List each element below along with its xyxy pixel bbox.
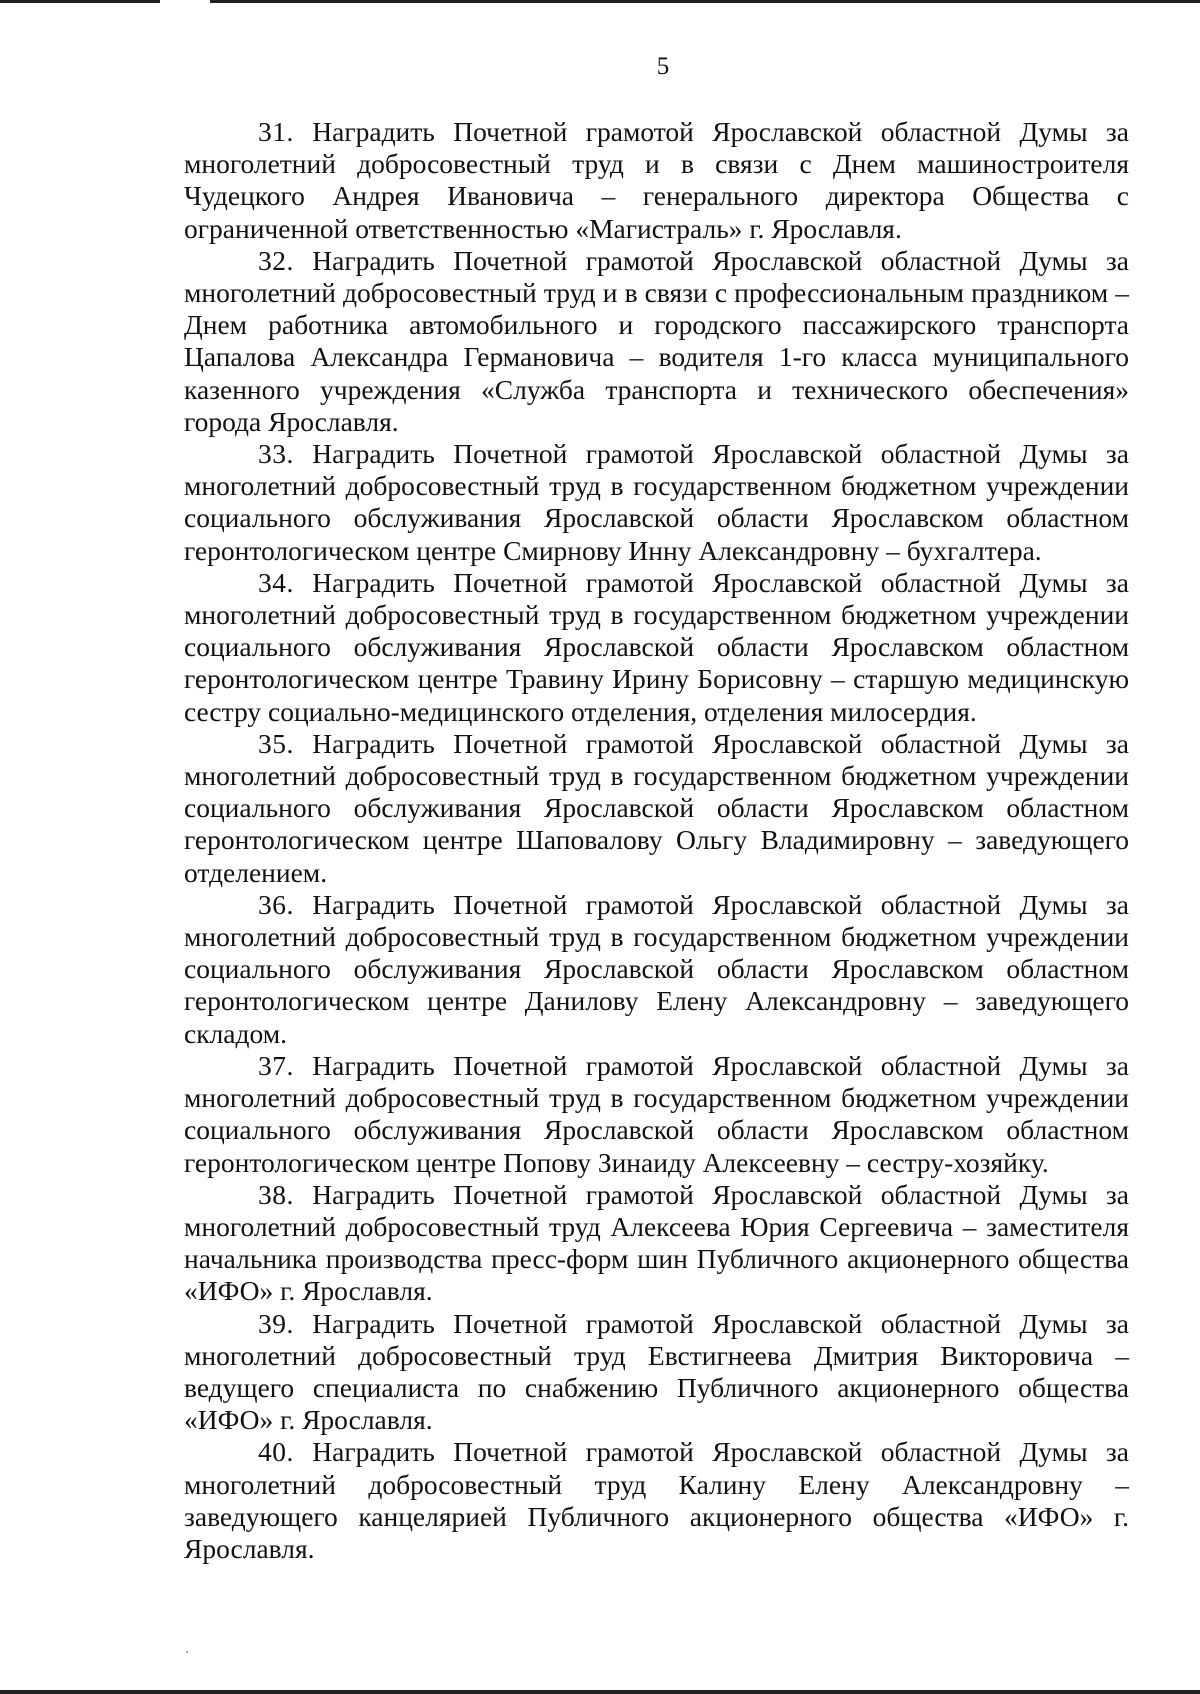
paragraph-34 — [184, 567, 1129, 728]
paragraph-32 — [184, 245, 1129, 438]
paragraph-text: Наградить Почетной грамотой Ярославской областной Думы за многолетний добросовестный труд Калину Елену Александровну – заведующего канцелярией Публичного акционерного общества «ИФО» г. Ярославля. — [184, 1436, 1130, 1564]
paragraph-number: 39. — [258, 1307, 294, 1339]
paragraph-number: 37. — [258, 1049, 294, 1081]
scan-speck — [186, 1651, 188, 1653]
paragraph-number: 40. — [258, 1436, 294, 1468]
paragraph-number: 36. — [258, 888, 294, 920]
scan-edge-bottom — [0, 1690, 1200, 1694]
paragraph-36 — [184, 889, 1129, 1050]
document-body — [184, 116, 1129, 1565]
paragraph-text: Наградить Почетной грамотой Ярославской областной Думы за многолетний добросовестный труд в государственном бюджетном учреждении социального обслуживания Ярославской области Ярославском областном геронтологическом центре Данилову Елену Александровну – заведующего складом. — [184, 888, 1130, 1049]
paragraph-40 — [184, 1436, 1129, 1565]
paragraph-text: Наградить Почетной грамотой Ярославской областной Думы за многолетний добросовестный труд в государственном бюджетном учреждении социального обслуживания Ярославской области Ярославском областном геронтологическом центре Шаповалову Ольгу Владимировну – заведующего отделением. — [184, 727, 1130, 888]
paragraph-text: Наградить Почетной грамотой Ярославской областной Думы за многолетний добросовестный труд Евстигнеева Дмитрия Викторовича – ведущего специалиста по снабжению Публичного акционерного общества «ИФО» г. Ярославля. — [184, 1307, 1130, 1436]
paragraph-text: Наградить Почетной грамотой Ярославской областной Думы за многолетний добросовестный труд и в связи с профессиональным праздником – Днем работника автомобильного и городского пассажирского транспорта Цапалова Александра Германовича – водителя 1-го класса муниципального казенного учреждения «Служба транспорта и технического обеспечения» города Ярославля. — [184, 244, 1130, 437]
paragraph-text: Наградить Почетной грамотой Ярославской областной Думы за многолетний добросовестный труд в государственном бюджетном учреждении социального обслуживания Ярославской области Ярославском областном геронтологическом центре Смирнову Инну Александровну – бухгалтера. — [184, 438, 1130, 566]
paragraph-number: 33. — [258, 438, 294, 470]
paragraph-text: Наградить Почетной грамотой Ярославской областной Думы за многолетний добросовестный труд и в связи с Днем машиностроителя Чудецкого Андрея Ивановича – генерального директора Общества с ограниченной ответственностью «Магистраль» г. Ярославля. — [184, 116, 1130, 244]
paragraph-33 — [184, 438, 1129, 567]
paragraph-number: 34. — [258, 566, 294, 598]
paragraph-number: 38. — [258, 1178, 294, 1210]
paragraph-38 — [184, 1179, 1129, 1308]
paragraph-number: 35. — [258, 727, 294, 759]
paragraph-35 — [184, 728, 1129, 889]
paragraph-text: Наградить Почетной грамотой Ярославской областной Думы за многолетний добросовестный труд в государственном бюджетном учреждении социального обслуживания Ярославской области Ярославском областном геронтологическом центре Попову Зинаиду Алексеевну – сестру-хозяйку. — [184, 1049, 1130, 1178]
paragraph-number: 32. — [258, 244, 294, 276]
paragraph-text: Наградить Почетной грамотой Ярославской областной Думы за многолетний добросовестный труд Алексеева Юрия Сергеевича – заместителя начальника производства пресс-форм шин Публичного акционерного общества «ИФО» г. Ярославля. — [184, 1178, 1130, 1307]
paragraph-31 — [184, 116, 1129, 245]
paragraph-39 — [184, 1308, 1129, 1437]
paragraph-text: Наградить Почетной грамотой Ярославской областной Думы за многолетний добросовестный труд в государственном бюджетном учреждении социального обслуживания Ярославской области Ярославском областном геронтологическом центре Травину Ирину Борисовну – старшую медицинскую сестру социально-медицинского отделения, отделения милосердия. — [184, 566, 1130, 727]
page-number: 5 — [656, 53, 670, 80]
paragraph-number: 31. — [258, 116, 294, 147]
paragraph-37 — [184, 1050, 1129, 1179]
scan-edge-gap — [160, 0, 210, 3]
